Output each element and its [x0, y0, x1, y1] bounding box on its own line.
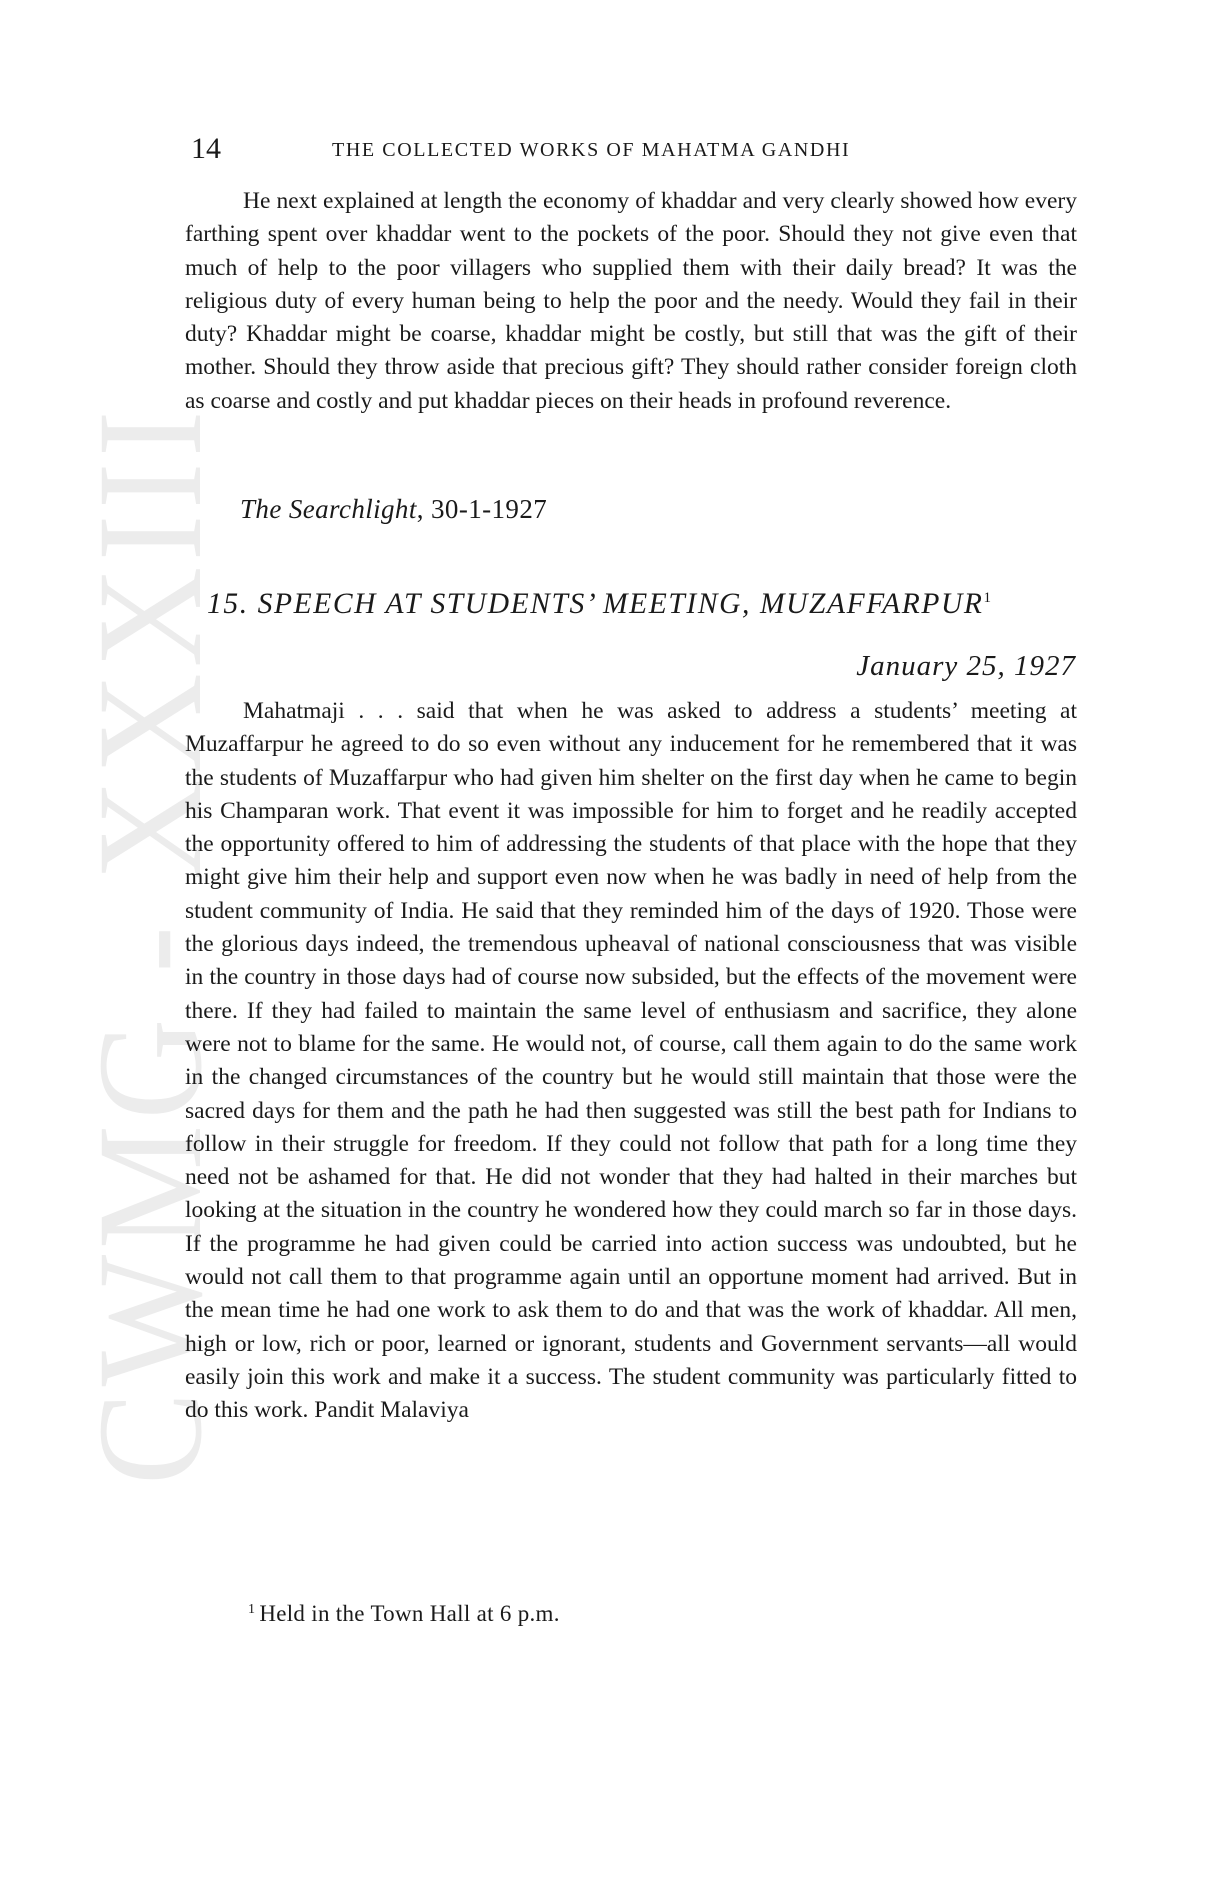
section-heading: [207, 588, 993, 621]
page-header: [191, 132, 1076, 172]
section-title-text: 15. SPEECH AT STUDENTS’ MEETING, MUZAFFARPUR: [207, 588, 984, 620]
paragraph-text: He next explained at length the economy of khaddar and very clearly showed how every farthing spent over khaddar went to the pockets of the poor. Should they not give even that much of help to the poor villagers who supplied them with their daily bread? It was the religious duty of every human being to help the poor and the needy. Would they fail in their duty? Khaddar might be coarse, khaddar might be costly, but still that was the gift of their mother. Should they throw aside that precious gift? They should rather consider foreign cloth as coarse and costly and put khaddar pieces on their heads in profound reverence.: [185, 188, 1077, 414]
footnote-reference: 1: [983, 590, 993, 606]
footnote-text: Held in the Town Hall at 6 p.m.: [259, 1601, 560, 1626]
paragraph-text: Mahatmaji . . . said that when he was asked to address a students’ meeting at Muzaffarpur he agreed to do so even without any inducement for he remembered that it was the students of Muzaffarpur who had given him shelter on the first day when he came to begin his Champaran work. That event it was impossible for him to forget and he readily accepted the opportunity offered to him of addressing the students of that place with the hope that they might give him their help and support even now when he was badly in need of help from the student community of India. He said that they reminded him of the days of 1920. Those were the glorious days indeed, the tremendous upheaval of national consciousness that was visible in the country in those days had of course now subsided, but the effects of the movement were there. If they had failed to maintain the same level of enthusiasm and sacrifice, they alone were not to blame for the same. He would not, of course, call them again to do the same work in the changed circumstances of the country but he would still maintain that those were the sacred days for them and the path he had then suggested was still the best path for Indians to follow in their struggle for freedom. If they could not follow that path for a long time they need not be ashamed for that. He did not wonder that they had halted in their marches but looking at the situation in the country he wondered how they could march so far in those days. If the programme he had given could be carried into action success was undoubted, but he would not call them to that programme again until an opportune moment had arrived. But in the mean time he had one work to ask them to do and that was the work of khaddar. All men, high or low, rich or poor, learned or ignorant, students and Government servants—all would easily join this work and make it a success. The student community was particularly fitted to do this work. Pandit Malaviya: [185, 698, 1077, 1424]
page-number: 14: [191, 132, 221, 165]
running-head: THE COLLECTED WORKS OF MAHATMA GANDHI: [332, 139, 851, 161]
dateline: January 25, 1927: [856, 650, 1076, 682]
source-date: , 30-1-1927: [416, 494, 548, 524]
watermark-text: CWMG - XXXIII: [67, 323, 233, 1485]
source-title: The Searchlight: [240, 494, 417, 524]
source-citation: [240, 494, 547, 525]
footnote-marker: 1: [248, 1602, 256, 1617]
footnote: [248, 1601, 560, 1627]
continued-paragraph: [185, 185, 1077, 418]
speech-paragraph: [185, 695, 1077, 1428]
